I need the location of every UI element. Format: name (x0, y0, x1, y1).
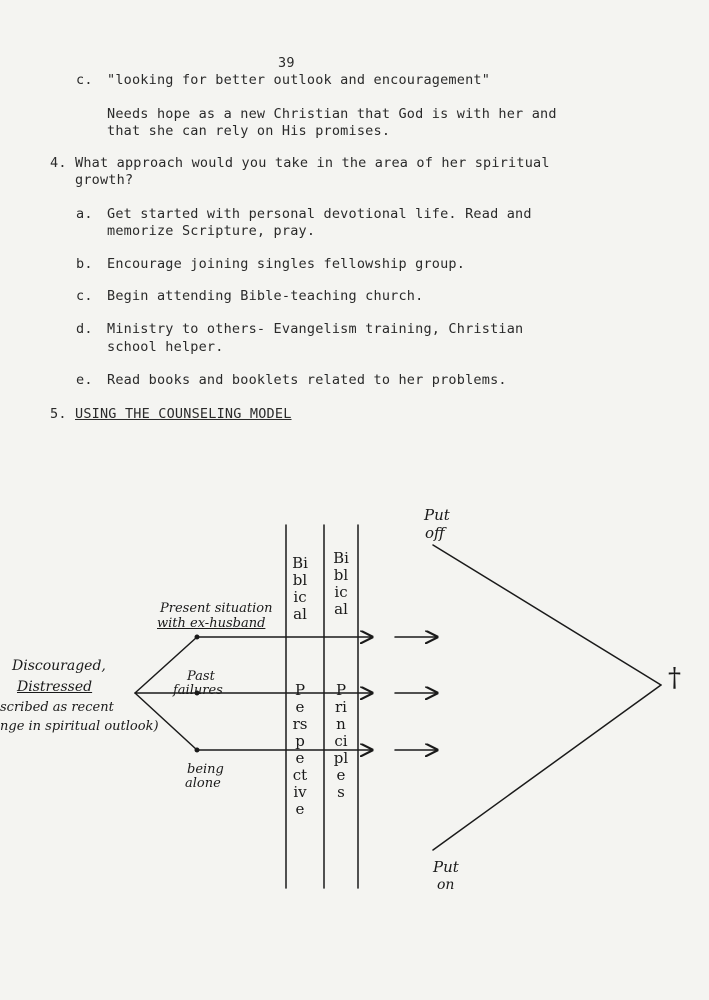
item-d-line-1: Ministry to others- Evangelism training, Christian (107, 321, 524, 337)
branch-3-label-line-1: being (187, 762, 224, 777)
branch-dot-1 (195, 635, 200, 640)
item-d-marker: d. (76, 321, 93, 337)
section-c-line-2: that she can rely on His promises. (107, 123, 391, 139)
left-label-discouraged: Discouraged, (12, 658, 106, 674)
column-2-principles: Principles (333, 681, 349, 801)
question-4-marker: 4. (50, 155, 67, 171)
left-label-distressed: Distressed (17, 679, 93, 695)
item-a-line-1: Get started with personal devotional life. Read and (107, 206, 532, 222)
branch-2-label-line-2: failures (173, 683, 223, 698)
column-2-biblical: Biblical (333, 549, 349, 618)
left-label-described: scribed as recent (0, 700, 114, 715)
put-off-label-line-1: Put (424, 506, 450, 524)
section-c-marker: c. (76, 72, 93, 88)
item-c-marker: c. (76, 288, 93, 304)
section-c-line-1: Needs hope as a new Christian that God is with her and (107, 106, 557, 122)
put-on-label-line-1: Put (433, 858, 459, 876)
branch-3-label-line-2: alone (185, 776, 221, 791)
question-4-line-2: growth? (75, 172, 134, 188)
section-5-heading: USING THE COUNSELING MODEL (75, 406, 292, 422)
section-c-title: "looking for better outlook and encouragement" (107, 72, 491, 88)
branch-1-label-line-1: Present situation (160, 601, 273, 616)
column-1-biblical: Biblical (292, 554, 308, 623)
item-a-line-2: memorize Scripture, pray. (107, 223, 316, 239)
branch-1-label-line-2: with ex-husband (157, 616, 266, 631)
item-b-line-1: Encourage joining singles fellowship group. (107, 256, 466, 272)
branch-2-label-line-1: Past (187, 669, 215, 684)
item-e-line-1: Read books and booklets related to her problems. (107, 372, 507, 388)
page-number: 39 (278, 55, 295, 71)
cross-icon: † (668, 663, 681, 693)
item-a-marker: a. (76, 206, 93, 222)
section-5-marker: 5. (50, 406, 67, 422)
column-1-perspective: Perspective (292, 681, 308, 818)
put-on-label-line-2: on (437, 877, 455, 893)
branch-dot-3 (195, 748, 200, 753)
item-d-line-2: school helper. (107, 339, 224, 355)
left-label-change: nge in spiritual outlook) (0, 719, 159, 734)
item-b-marker: b. (76, 256, 93, 272)
put-on-line (433, 685, 661, 850)
question-4-line-1: What approach would you take in the area of her spiritual (75, 155, 550, 171)
item-c-line-1: Begin attending Bible-teaching church. (107, 288, 424, 304)
put-off-line (433, 545, 661, 685)
item-e-marker: e. (76, 372, 93, 388)
put-off-label-line-2: off (425, 524, 445, 542)
